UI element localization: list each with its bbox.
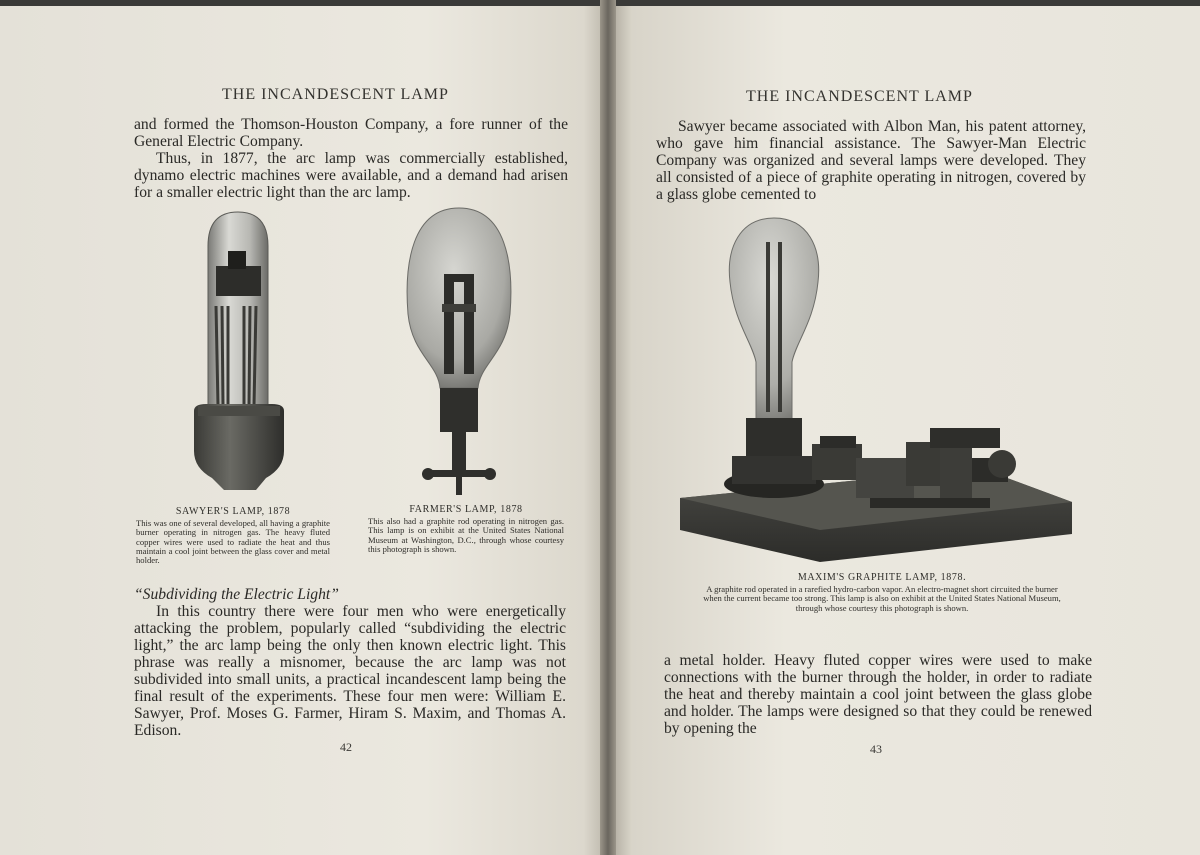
- sawyer-lamp-caption: [136, 506, 330, 565]
- section-paragraph: In this country there were four men who were energetically attacking the problem, popularly called “subdividing the electric light,” the arc lamp being the only then known electric light. This phrase was really a misnomer, because the arc lamp was not subdivided into small units, a practical incandescent lamp being the final result of the experiments. These four men were: William E. Sawyer, Prof. Moses G. Farmer, Hiram S. Maxim, and Thomas A. Edison.: [134, 603, 566, 739]
- right-closing-paragraph: a metal holder. Heavy fluted copper wires were used to make connections with the burner through the holder, in order to radiate the heat and thereby maintain a cool joint between the glass globe and holder. The lamps were designed so that they could be renewed by opening the: [664, 652, 1092, 737]
- right-running-head: THE INCANDESCENT LAMP: [746, 88, 973, 105]
- section-heading: “Subdividing the Electric Light”: [134, 586, 339, 603]
- left-intro-paragraph-2: Thus, in 1877, the arc lamp was commercially established, dynamo electric machines were available, and a demand had arisen for a smaller electric light than the arc lamp.: [134, 150, 568, 201]
- sawyer-lamp-caption-title: SAWYER'S LAMP, 1878: [175, 506, 291, 517]
- left-section: [134, 586, 566, 739]
- left-page-number: 42: [340, 740, 352, 754]
- left-intro-text: [134, 116, 568, 201]
- left-running-head: THE INCANDESCENT LAMP: [222, 86, 449, 103]
- farmer-lamp-caption-title: FARMER'S LAMP, 1878: [409, 504, 523, 515]
- right-intro-text: [656, 118, 1086, 203]
- left-page: [0, 6, 608, 855]
- right-page: [608, 6, 1200, 855]
- maxim-lamp-photo: [680, 212, 1072, 562]
- sawyer-lamp-photo: [186, 206, 296, 506]
- maxim-lamp-caption-title: MAXIM'S GRAPHITE LAMP, 1878.: [797, 572, 967, 583]
- sawyer-lamp-caption-text: This was one of several developed, all having a graphite burner operating in nitrogen gas. The heavy fluted copper wires were used to radiate the heat and thus maintain a cool joint between the glass cover and metal holder.: [136, 518, 330, 566]
- right-page-number: 43: [870, 742, 882, 756]
- farmer-lamp-caption: [368, 504, 564, 554]
- farmer-lamp-caption-text: This also had a graphite rod operating in nitrogen gas. This lamp is on exhibit at the United States National Museum at Washington, D.C., through whose courtesy this photograph is shown.: [368, 516, 564, 554]
- maxim-lamp-caption-text: A graphite rod operated in a rarefied hydro-carbon vapor. An electro-magnet short circuited the burner when the current became too strong. This lamp is also on exhibit at the United States National Museum, through whose courtesy this photograph is shown.: [703, 584, 1061, 613]
- maxim-lamp-caption: [696, 572, 1068, 613]
- farmer-lamp-photo: [402, 204, 516, 498]
- right-intro-paragraph: Sawyer became associated with Albon Man, his patent attorney, who gave him financial assistance. The Sawyer-Man Electric Company was organized and several lamps were developed. They all consisted of a piece of graphite operating in nitrogen, covered by a glass globe cemented to: [656, 118, 1086, 203]
- left-intro-paragraph-1: and formed the Thomson-Houston Company, a fore runner of the General Electric Company.: [134, 116, 568, 150]
- right-closing-text: [664, 652, 1092, 737]
- book-gutter: [600, 0, 616, 855]
